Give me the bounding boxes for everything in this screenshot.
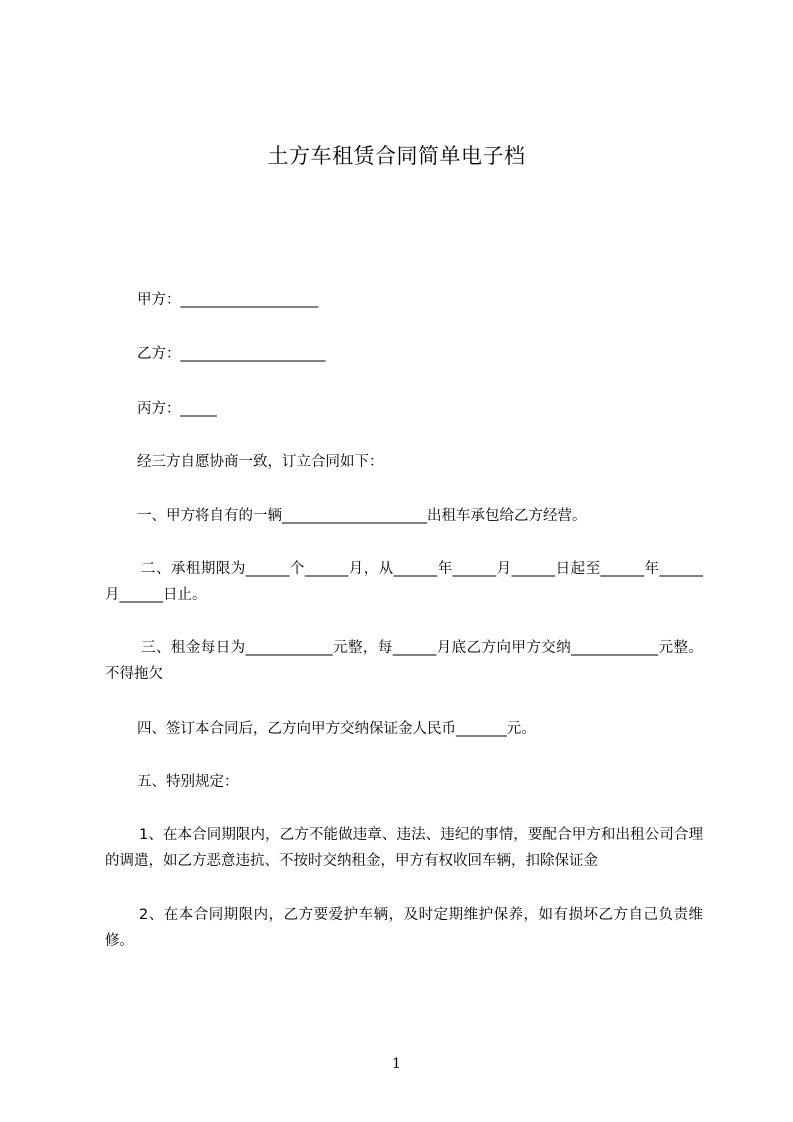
special-rule-2: 2、在本合同期限内，乙方要爱护车辆，及时定期维护保养，如有损坏乙方自己负责维修。 [105,907,703,949]
page-number: 1 [392,1056,401,1072]
document-title: 土方车租赁合同简单电子档 [267,144,526,168]
party-a-line: 甲方：___________________ [137,292,319,308]
special-rule-1: 1、在本合同期限内，乙方不能做违章、违法、违纪的事情，要配合甲方和出租公司合理的调遣，如乙方恶意违抗、不按时交纳租金，甲方有权收回车辆，扣除保证金 [105,827,703,869]
preamble-paragraph: 经三方自愿协商一致，订立合同如下： [137,454,384,470]
clause-1-vehicle: 一、甲方将自有的一辆____________________出租车承包给乙方经营。 [137,508,587,524]
clause-3-rent: 三、租金每日为____________元整，每______月底乙方向甲方交纳____________元整。不得拖欠 [105,640,703,682]
clause-5-heading: 五、特别规定： [137,774,239,790]
clause-2-term: 二、承租期限为______个______月，从______年______月______日起至______年______月______日止。 [105,561,703,603]
party-b-line: 乙方：____________________ [137,346,326,362]
clause-4-deposit: 四、签订本合同后，乙方向甲方交纳保证金人民币_______元。 [137,721,536,737]
party-c-line: 丙方：_____ [137,401,217,417]
